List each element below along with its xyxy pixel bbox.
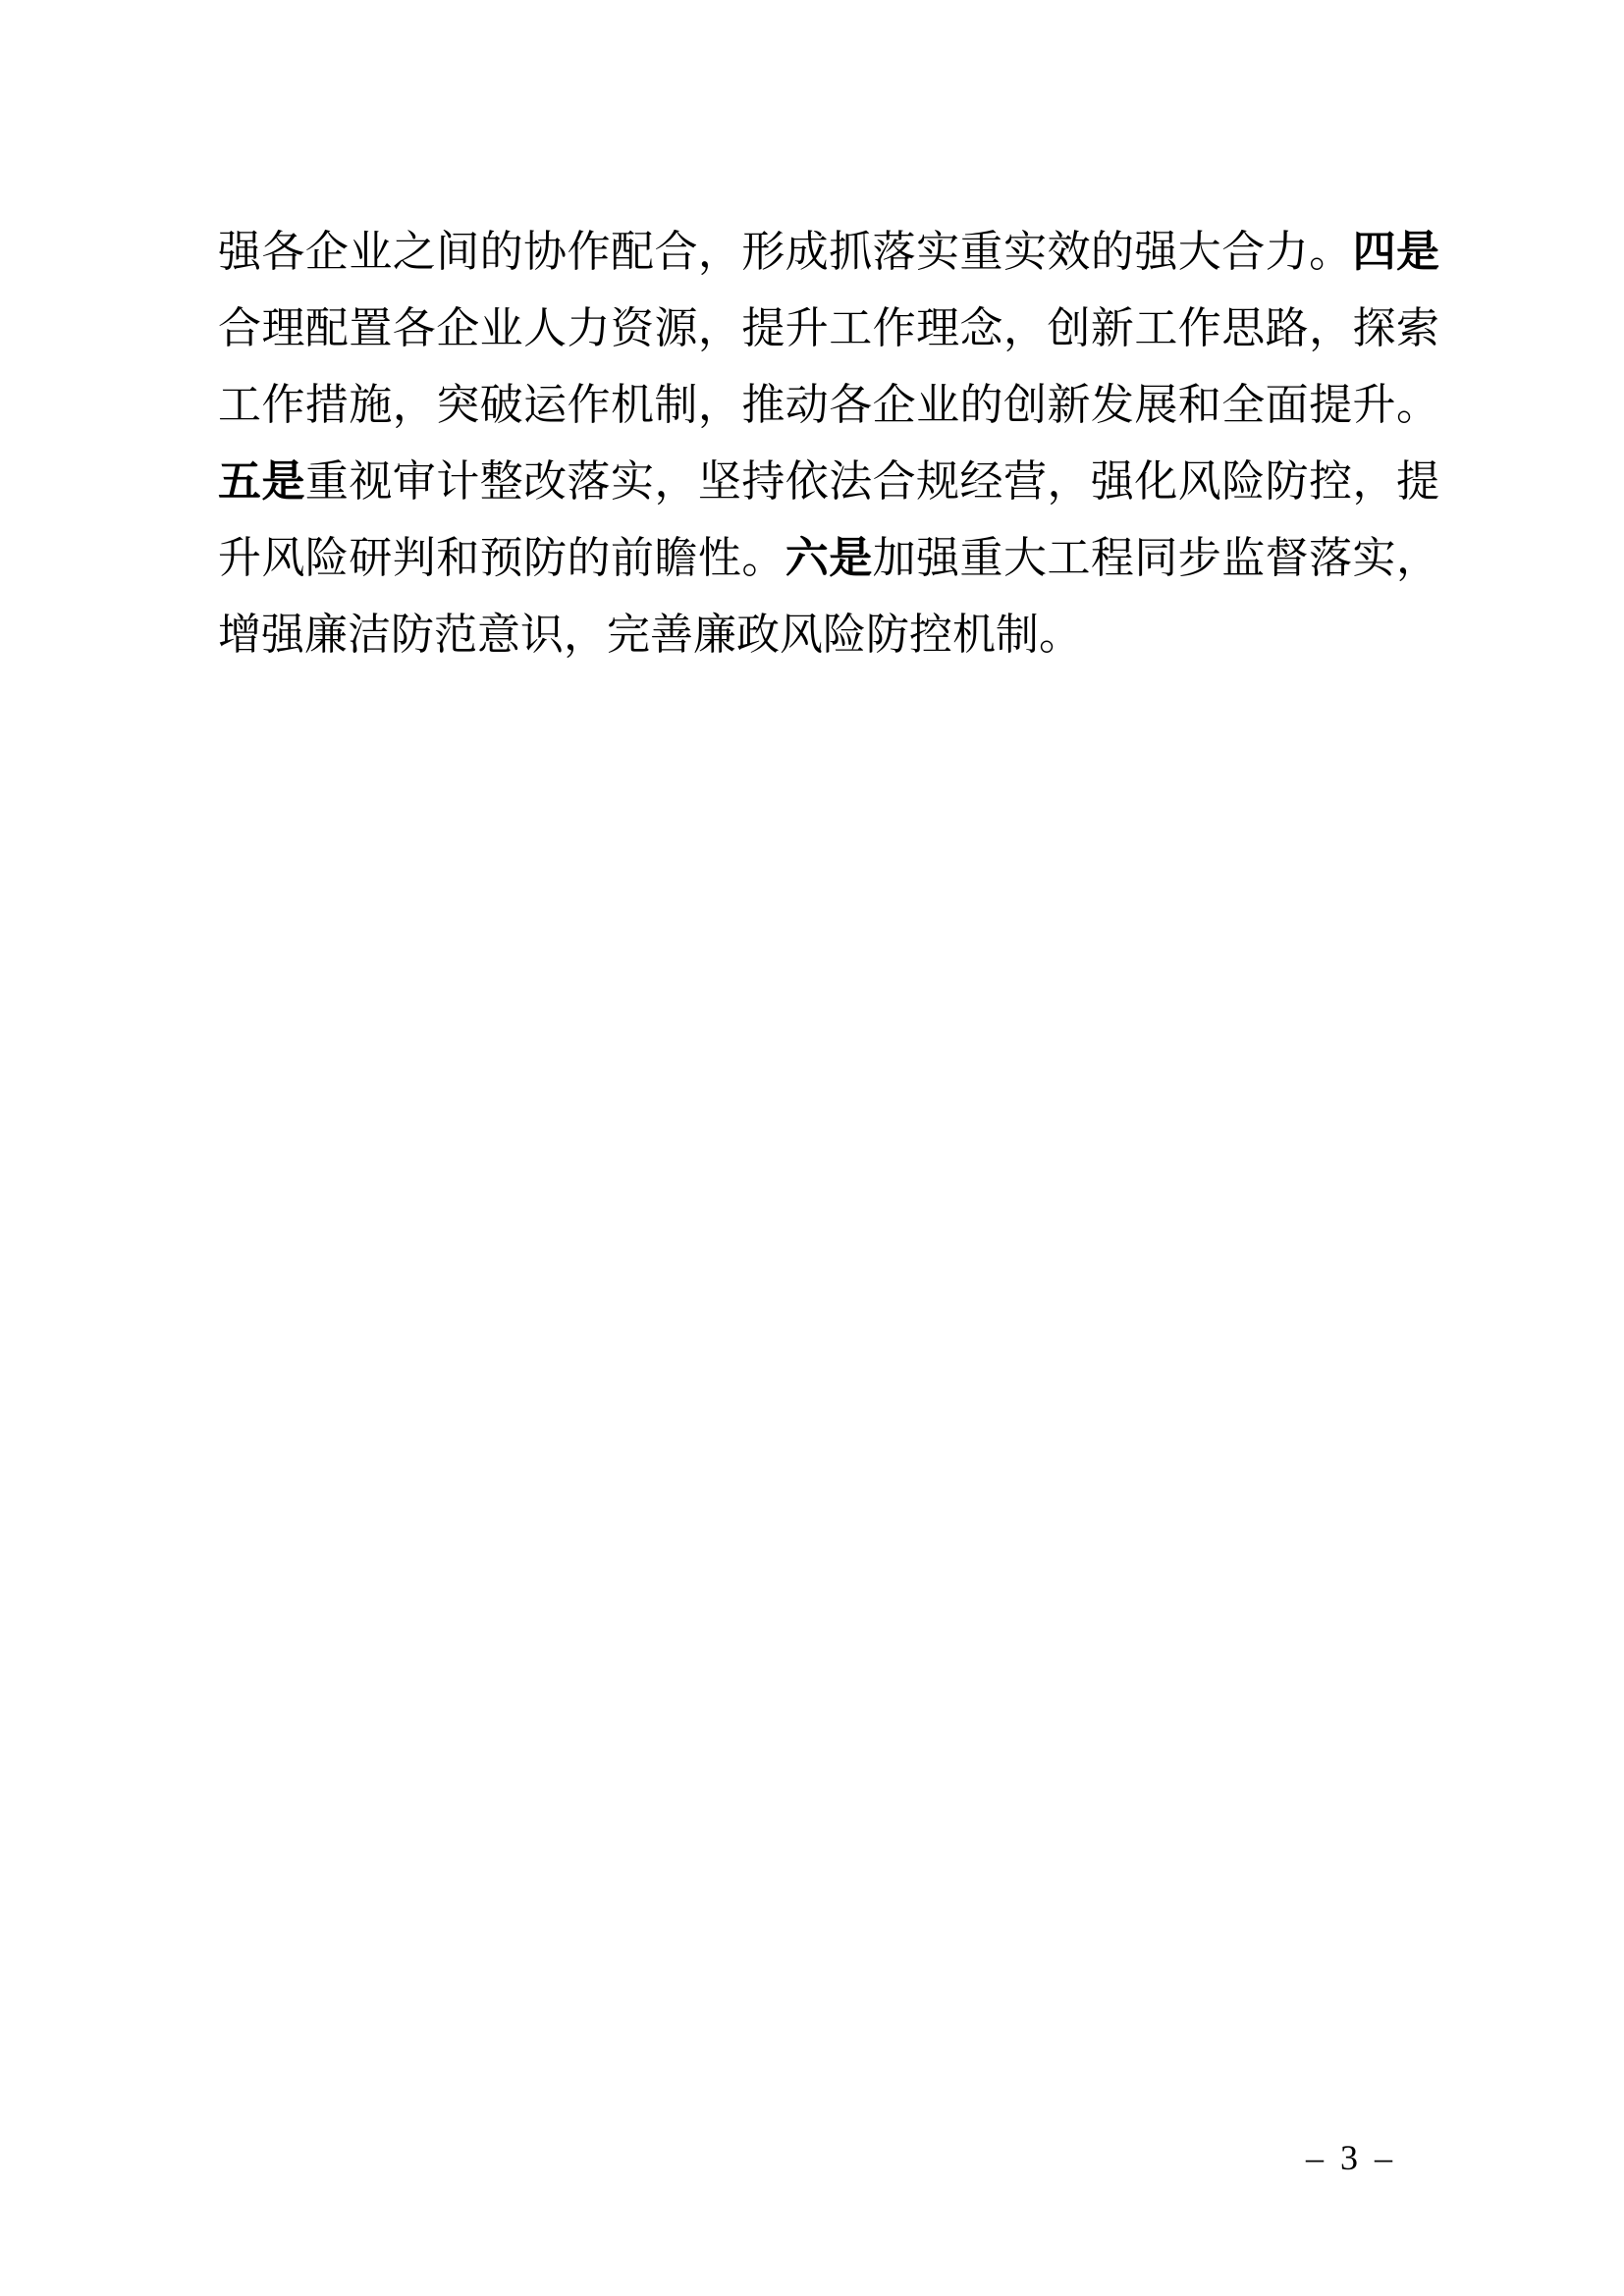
body-text-segment: 合理配置各企业人力资源，提升工作理念，创新工作思路，探索工作措施，突破运作机制，推动各企业的创新发展和全面提升。 bbox=[218, 304, 1439, 429]
body-text-segment: 重视审计整改落实，坚持依法合规经营，强化风险防控，提升风险研判和预防的前瞻性。 bbox=[218, 457, 1439, 582]
bold-marker-text: 六是 bbox=[785, 534, 873, 582]
body-text-segment: 加强重大工程同步监督落实，增强廉洁防范意识，完善廉政风险防控机制。 bbox=[218, 534, 1440, 659]
bold-marker-text: 四是 bbox=[1352, 228, 1440, 276]
body-paragraph bbox=[218, 214, 1439, 673]
page-number: – 3 – bbox=[1306, 2138, 1396, 2177]
bold-marker-text: 五是 bbox=[218, 457, 305, 506]
body-text-segment: 强各企业之间的协作配合，形成抓落实重实效的强大合力。 bbox=[218, 228, 1353, 276]
